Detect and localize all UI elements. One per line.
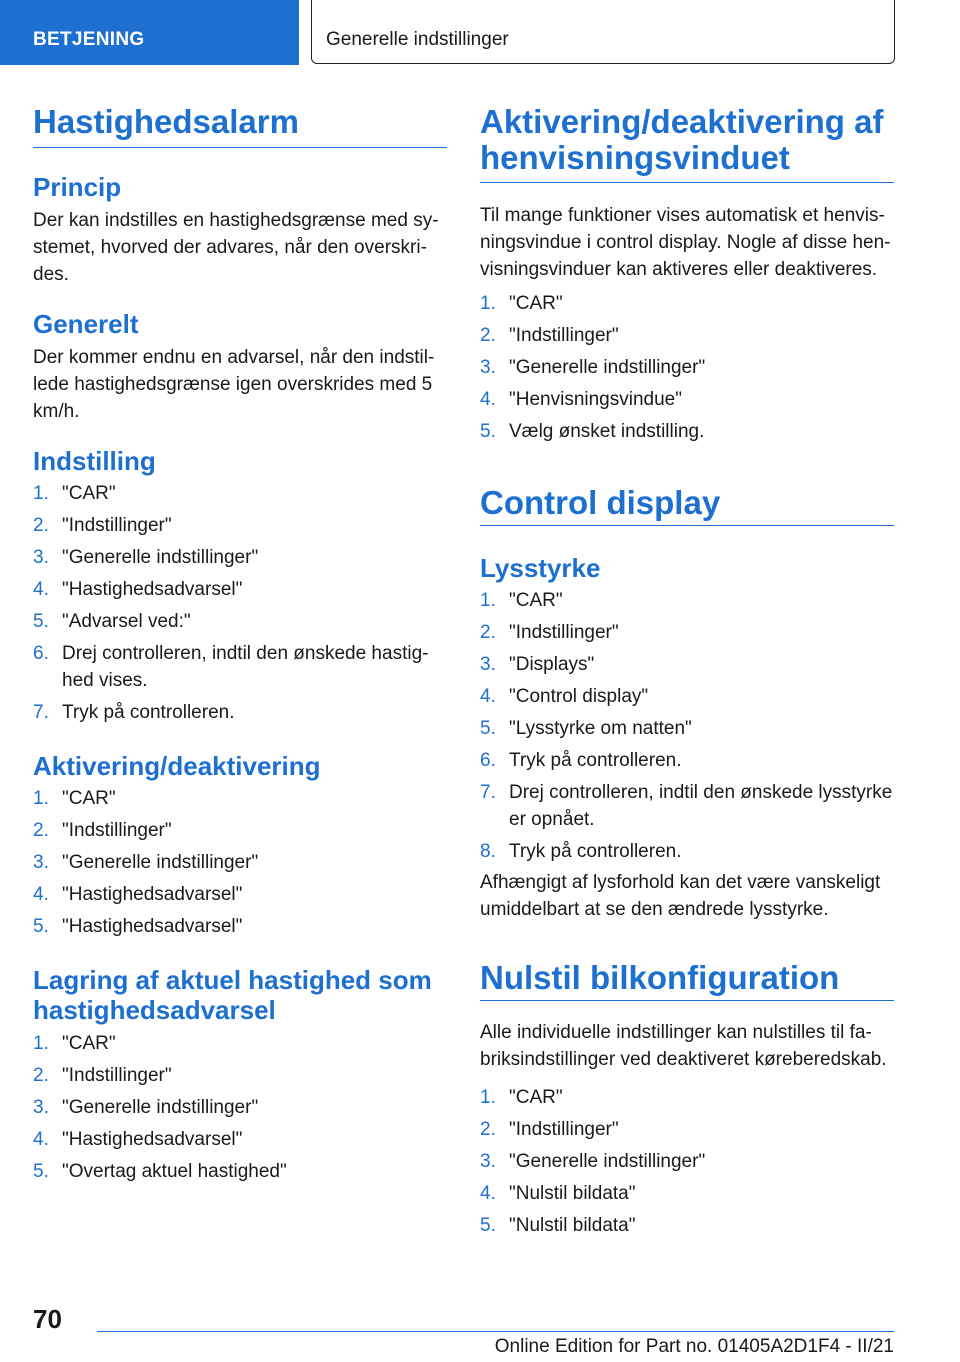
paragraph-nulstil: Alle individuelle indstillinger kan nulstilles til fabriksindstillinger ved deaktiveret køreberedskab. (480, 1022, 887, 1070)
section-tab (311, 0, 895, 64)
step-number: 1. (480, 1087, 496, 1108)
list-item (480, 290, 894, 317)
step-number: 5. (480, 421, 496, 442)
step-number: 2. (33, 1065, 49, 1086)
step-number: 4. (480, 686, 496, 707)
list-item (33, 785, 447, 812)
heading-henvisningsvinduet: Aktivering/deaktivering af henvisningsvinduet (480, 104, 894, 183)
step-text: "Hastighedsadvarsel" (62, 916, 243, 937)
list-item (33, 544, 447, 571)
step-text: Drej controlleren, indtil den ønskede hastighed vises. (62, 643, 429, 691)
step-text: Drej controlleren, indtil den ønskede lysstyrke er opnået. (509, 782, 893, 830)
steps-henvisningsvinduet (480, 290, 894, 450)
list-item (33, 699, 447, 726)
step-number: 6. (480, 750, 496, 771)
step-number: 6. (33, 643, 49, 664)
step-text: "CAR" (509, 1087, 563, 1108)
heading-nulstil: Nulstil bilkonfiguration (480, 960, 894, 1001)
step-text: "Indstillinger" (62, 820, 172, 841)
heading-hastighedsalarm: Hastighedsalarm (33, 104, 447, 148)
chapter-label: BETJENING (33, 29, 145, 50)
steps-indstilling (33, 480, 447, 731)
list-item (33, 817, 447, 844)
step-text: "CAR" (509, 293, 563, 314)
step-number: 2. (33, 515, 49, 536)
step-text: "Control display" (509, 686, 649, 707)
list-item (480, 651, 894, 678)
chapter-tab (0, 0, 299, 65)
step-text: Tryk på controlleren. (509, 750, 682, 771)
step-number: 1. (480, 293, 496, 314)
steps-aktivering (33, 785, 447, 945)
step-number: 3. (480, 654, 496, 675)
step-number: 1. (33, 483, 49, 504)
step-number: 1. (33, 1033, 49, 1054)
step-number: 5. (33, 1161, 49, 1182)
list-item (480, 619, 894, 646)
paragraph-generelt: Der kommer endnu en advarsel, når den indstillede hastighedsgrænse igen overskrides med 5 km/h. (33, 347, 435, 422)
step-text: Tryk på controlleren. (62, 702, 235, 723)
step-text: "Displays" (509, 654, 595, 675)
list-item (480, 1180, 894, 1207)
list-item (33, 881, 447, 908)
section-label: Generelle indstillinger (326, 29, 509, 50)
steps-nulstil (480, 1084, 894, 1244)
footer-divider (97, 1331, 894, 1332)
step-text: "Henvisningsvindue" (509, 389, 682, 410)
list-item (480, 386, 894, 413)
list-item (480, 1148, 894, 1175)
step-number: 2. (33, 820, 49, 841)
list-item (480, 1084, 894, 1111)
step-number: 5. (480, 718, 496, 739)
step-text: "Advarsel ved:" (62, 611, 191, 632)
heading-generelt: Generelt (33, 309, 139, 339)
step-number: 3. (480, 357, 496, 378)
step-text: Vælg ønsket indstilling. (509, 421, 705, 442)
step-number: 3. (480, 1151, 496, 1172)
step-text: "Nulstil bildata" (509, 1215, 636, 1236)
list-item (33, 640, 447, 694)
step-text: "CAR" (62, 788, 116, 809)
step-number: 7. (480, 782, 496, 803)
step-number: 7. (33, 702, 49, 723)
list-item (33, 1126, 447, 1153)
heading-lysstyrke: Lysstyrke (480, 553, 601, 583)
heading-control-display: Control display (480, 485, 894, 526)
heading-indstilling: Indstilling (33, 446, 156, 476)
step-text: "Indstillinger" (509, 325, 619, 346)
paragraph-lysstyrke-note: Afhængigt af lysforhold kan det være vanskeligt umiddelbart at se den ændrede lysstyrke. (480, 872, 881, 920)
list-item (480, 1212, 894, 1239)
step-text: "Generelle indstillinger" (62, 547, 259, 568)
list-item (33, 849, 447, 876)
step-text: "Indstillinger" (509, 622, 619, 643)
step-text: "CAR" (62, 483, 116, 504)
step-number: 3. (33, 852, 49, 873)
list-item (480, 715, 894, 742)
step-number: 2. (480, 1119, 496, 1140)
step-number: 4. (33, 1129, 49, 1150)
step-number: 2. (480, 325, 496, 346)
step-number: 4. (480, 389, 496, 410)
step-number: 5. (480, 1215, 496, 1236)
step-text: "Hastighedsadvarsel" (62, 579, 243, 600)
list-item (33, 576, 447, 603)
page-number: 70 (33, 1304, 62, 1334)
list-item (33, 1030, 447, 1057)
list-item (480, 747, 894, 774)
heading-aktivering: Aktivering/deaktivering (33, 751, 321, 781)
step-number: 5. (33, 916, 49, 937)
list-item (480, 838, 894, 865)
step-text: "Generelle indstillinger" (509, 357, 706, 378)
list-item (480, 322, 894, 349)
step-text: "CAR" (62, 1033, 116, 1054)
step-number: 4. (33, 579, 49, 600)
list-item (33, 913, 447, 940)
heading-princip: Princip (33, 172, 122, 202)
step-text: "Hastighedsadvarsel" (62, 1129, 243, 1150)
step-text: "Overtag aktuel hastighed" (62, 1161, 287, 1182)
step-number: 5. (33, 611, 49, 632)
list-item (33, 1094, 447, 1121)
list-item (480, 354, 894, 381)
heading-lagring: Lagring af aktuel hastighed som hastighedsadvarsel (33, 965, 432, 1025)
paragraph-henvisningsvinduet: Til mange funktioner vises automatisk et henvisningsvindue i control display. Nogle af disse henvisningsvinduer kan aktiveres eller deaktiveres. (480, 205, 891, 280)
step-text: "Hastighedsadvarsel" (62, 884, 243, 905)
step-number: 3. (33, 1097, 49, 1118)
footer-edition: Online Edition for Part no. 01405A2D1F4 - II/21 (494, 1336, 894, 1357)
step-number: 2. (480, 622, 496, 643)
step-text: Tryk på controlleren. (509, 841, 682, 862)
list-item (33, 480, 447, 507)
step-text: "CAR" (509, 590, 563, 611)
step-text: "Generelle indstillinger" (62, 1097, 259, 1118)
paragraph-princip: Der kan indstilles en hastighedsgrænse med systemet, hvorved der advares, når den overskrides. (33, 210, 439, 285)
steps-lagring (33, 1030, 447, 1190)
list-item (480, 1116, 894, 1143)
list-item (480, 683, 894, 710)
list-item (33, 1062, 447, 1089)
step-number: 4. (480, 1183, 496, 1204)
list-item (480, 418, 894, 445)
step-number: 1. (480, 590, 496, 611)
list-item (480, 779, 894, 833)
step-number: 4. (33, 884, 49, 905)
list-item (33, 1158, 447, 1185)
step-text: "Generelle indstillinger" (62, 852, 259, 873)
step-text: "Indstillinger" (509, 1119, 619, 1140)
step-text: "Lysstyrke om natten" (509, 718, 692, 739)
step-text: "Generelle indstillinger" (509, 1151, 706, 1172)
list-item (33, 608, 447, 635)
step-text: "Nulstil bildata" (509, 1183, 636, 1204)
list-item (33, 512, 447, 539)
step-number: 8. (480, 841, 496, 862)
step-number: 3. (33, 547, 49, 568)
steps-lysstyrke (480, 587, 894, 870)
step-text: "Indstillinger" (62, 515, 172, 536)
list-item (480, 587, 894, 614)
step-number: 1. (33, 788, 49, 809)
step-text: "Indstillinger" (62, 1065, 172, 1086)
